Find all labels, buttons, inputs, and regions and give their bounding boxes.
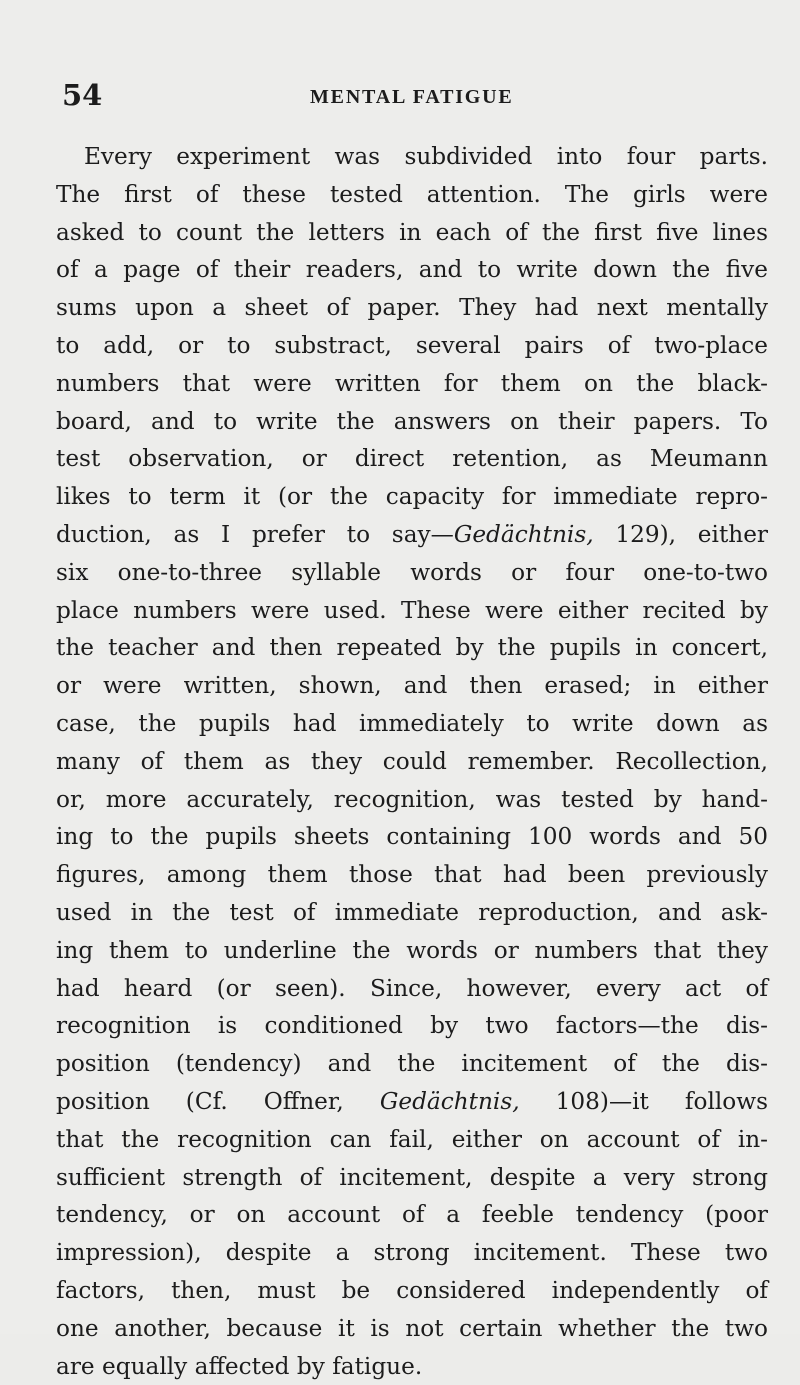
text-line: impression), despite a strong incitement. These two — [56, 1234, 768, 1272]
text-line: place numbers were used. These were either recited by — [56, 592, 768, 630]
text-line: many of them as they could remember. Recollection, — [56, 743, 768, 781]
text-line: recognition is conditioned by two factors—the dis- — [56, 1007, 768, 1045]
text-line: board, and to write the answers on their papers. To — [56, 403, 768, 441]
text-line: the teacher and then repeated by the pupils in concert, — [56, 629, 768, 667]
text-line: sufficient strength of incitement, despite a very strong — [56, 1159, 768, 1197]
text-line: The first of these tested attention. The girls were — [56, 176, 768, 214]
italic-citation: Gedächtnis, — [454, 521, 594, 548]
text-line: factors, then, must be considered independently of — [56, 1272, 768, 1310]
text-line: sums upon a sheet of paper. They had next mentally — [56, 289, 768, 327]
text-line — [56, 1083, 768, 1121]
text-run: 108)—it follows — [520, 1088, 768, 1115]
text-run: 129), either — [594, 521, 768, 548]
text-run: duction, as I prefer to say— — [56, 521, 454, 548]
text-line: case, the pupils had immediately to write down as — [56, 705, 768, 743]
text-line — [56, 516, 768, 554]
text-line: Every experiment was subdivided into four parts. — [56, 138, 768, 176]
running-head — [62, 78, 752, 108]
text-line: tendency, or on account of a feeble tendency (poor — [56, 1196, 768, 1234]
text-line: are equally affected by fatigue. — [56, 1348, 768, 1385]
text-line: used in the test of immediate reproduction, and ask- — [56, 894, 768, 932]
text-line: likes to term it (or the capacity for immediate repro- — [56, 478, 768, 516]
text-line: one another, because it is not certain whether the two — [56, 1310, 768, 1348]
text-line: asked to count the letters in each of the first five lines — [56, 214, 768, 252]
page-number: 54 — [62, 78, 102, 112]
text-line: or were written, shown, and then erased; in either — [56, 667, 768, 705]
running-title: MENTAL FATIGUE — [310, 86, 514, 109]
text-line: six one-to-three syllable words or four one-to-two — [56, 554, 768, 592]
italic-citation: Gedächtnis, — [380, 1088, 520, 1115]
text-line: numbers that were written for them on the black- — [56, 365, 768, 403]
text-line: ing to the pupils sheets containing 100 words and 50 — [56, 818, 768, 856]
text-line: had heard (or seen). Since, however, every act of — [56, 970, 768, 1008]
text-line: to add, or to substract, several pairs of two-place — [56, 327, 768, 365]
body-paragraph — [56, 138, 768, 1385]
text-line: position (tendency) and the incitement of the dis- — [56, 1045, 768, 1083]
text-line: that the recognition can fail, either on account of in- — [56, 1121, 768, 1159]
text-run: position (Cf. Offner, — [56, 1088, 380, 1115]
text-line: of a page of their readers, and to write down the five — [56, 251, 768, 289]
text-line: figures, among them those that had been previously — [56, 856, 768, 894]
text-line: ing them to underline the words or numbers that they — [56, 932, 768, 970]
text-line: test observation, or direct retention, as Meumann — [56, 440, 768, 478]
text-line: or, more accurately, recognition, was tested by hand- — [56, 781, 768, 819]
